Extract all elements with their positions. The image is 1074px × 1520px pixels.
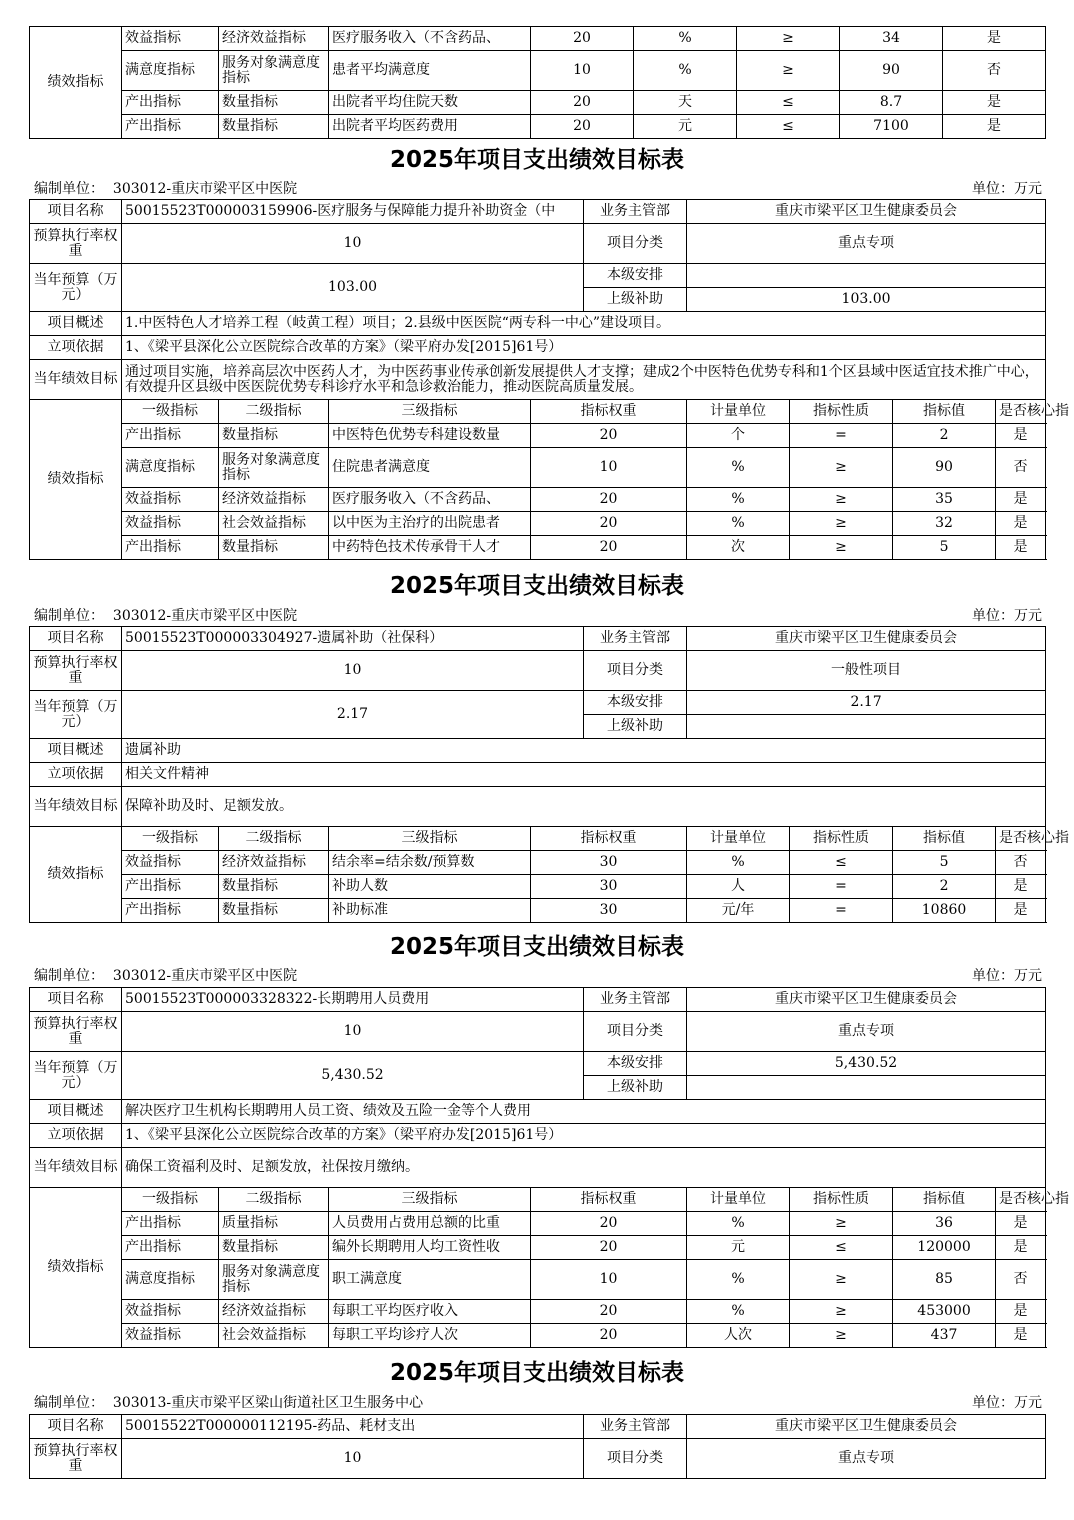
budget-value: 5,430.52 [122, 1052, 584, 1100]
compile-unit: 编制单位： 303012-重庆市梁平区中医院 [34, 608, 298, 624]
value-cell: 8.7 [840, 91, 943, 115]
nature-cell: ≥ [790, 1212, 893, 1236]
l3-cell: 补助标准 [329, 899, 531, 923]
budget-value: 2.17 [122, 691, 584, 739]
core-cell: 是 [943, 27, 1046, 51]
money-unit: 单位：万元 [972, 1395, 1042, 1411]
section-title: 2025年项目支出绩效目标表 [389, 573, 684, 599]
l1-cell: 产出指标 [122, 424, 219, 448]
l2-cell: 经济效益指标 [219, 851, 329, 875]
category-label: 项目分类 [584, 1012, 687, 1052]
weight-label: 预算执行率权重 [30, 1439, 122, 1479]
nature-cell: ≤ [737, 91, 840, 115]
l3-cell: 出院者平均医药费用 [329, 115, 531, 139]
weight-value: 10 [122, 1012, 584, 1052]
weight-cell: 30 [531, 899, 687, 923]
core-cell: 是 [996, 1324, 1046, 1348]
l1-cell: 产出指标 [122, 899, 219, 923]
nature-cell: ≥ [790, 1300, 893, 1324]
l2-cell: 数量指标 [219, 424, 329, 448]
header-l2: 二级指标 [219, 400, 329, 424]
dept-label: 业务主管部 [584, 627, 687, 651]
header-core: 是否核心指 [996, 1188, 1046, 1212]
l1-cell: 效益指标 [122, 1300, 219, 1324]
upper-value [687, 715, 1046, 739]
nature-cell: ≥ [737, 51, 840, 91]
value-cell: 2 [893, 424, 996, 448]
nature-cell: ≥ [790, 512, 893, 536]
basis-label: 立项依据 [30, 763, 122, 787]
perf-label: 绩效指标 [30, 27, 122, 139]
value-cell: 36 [893, 1212, 996, 1236]
basis-value: 1、《梁平县深化公立医院综合改革的方案》（梁平府办发[2015]61号） [122, 1124, 1046, 1148]
l2-cell: 社会效益指标 [219, 1324, 329, 1348]
l2-cell: 经济效益指标 [219, 1300, 329, 1324]
dept-value: 重庆市梁平区卫生健康委员会 [687, 627, 1046, 651]
project-table [29, 987, 1070, 1348]
nature-cell: ≥ [790, 488, 893, 512]
project-name-label: 项目名称 [30, 200, 122, 224]
l3-cell: 结余率=结余数/预算数 [329, 851, 531, 875]
weight-cell: 30 [531, 851, 687, 875]
category-label: 项目分类 [584, 224, 687, 264]
project-name-value: 50015523T000003159906-医疗服务与保障能力提升补助资金（中 [122, 200, 584, 224]
l3-cell: 中药特色技术传承骨干人才 [329, 536, 531, 560]
core-cell: 是 [996, 1212, 1046, 1236]
perf-label: 绩效指标 [30, 827, 122, 923]
project-name-label: 项目名称 [30, 1415, 122, 1439]
core-cell: 是 [996, 488, 1046, 512]
l2-cell: 社会效益指标 [219, 512, 329, 536]
value-cell: 5 [893, 851, 996, 875]
compile-unit: 编制单位： 303012-重庆市梁平区中医院 [34, 968, 298, 984]
weight-cell: 20 [531, 27, 634, 51]
nature-cell: ≥ [737, 27, 840, 51]
overview-label: 项目概述 [30, 739, 122, 763]
value-cell: 85 [893, 1260, 996, 1300]
unit-cell: 人 [687, 875, 790, 899]
dept-value: 重庆市梁平区卫生健康委员会 [687, 988, 1046, 1012]
l1-cell: 产出指标 [122, 1236, 219, 1260]
goal-label: 当年绩效目标 [30, 360, 122, 400]
header-nature: 指标性质 [790, 400, 893, 424]
unit-cell: 天 [634, 91, 737, 115]
nature-cell: ≥ [790, 448, 893, 488]
category-label: 项目分类 [584, 651, 687, 691]
basis-value: 1、《梁平县深化公立医院综合改革的方案》（梁平府办发[2015]61号） [122, 336, 1046, 360]
top-indicator-table [29, 26, 1046, 139]
core-cell: 是 [996, 512, 1046, 536]
goal-value: 通过项目实施，培养高层次中医药人才，为中医药事业传承创新发展提供人才支撑；建成2个中医特色优势专科和1个区县域中医适宜技术推广中心，有效提升区县级中医医院优势专科诊疗水平和急诊救治能力，推动医院高质量发展。 [122, 360, 1046, 400]
l3-cell: 每职工平均医疗收入 [329, 1300, 531, 1324]
weight-cell: 10 [531, 1260, 687, 1300]
l2-cell: 数量指标 [219, 1236, 329, 1260]
header-weight: 指标权重 [531, 827, 687, 851]
l1-cell: 满意度指标 [122, 51, 219, 91]
upper-label: 上级补助 [584, 288, 687, 312]
l1-cell: 产出指标 [122, 875, 219, 899]
core-cell: 是 [996, 1300, 1046, 1324]
l1-cell: 产出指标 [122, 115, 219, 139]
weight-value: 10 [122, 224, 584, 264]
upper-value: 103.00 [687, 288, 1046, 312]
nature-cell: ≥ [790, 1260, 893, 1300]
weight-label: 预算执行率权重 [30, 651, 122, 691]
local-value [687, 264, 1046, 288]
core-cell: 否 [996, 1260, 1046, 1300]
local-label: 本级安排 [584, 264, 687, 288]
category-value: 重点专项 [687, 1012, 1046, 1052]
unit-cell: 次 [687, 536, 790, 560]
dept-value: 重庆市梁平区卫生健康委员会 [687, 200, 1046, 224]
goal-value: 保障补助及时、足额发放。 [122, 787, 1046, 827]
l3-cell: 出院者平均住院天数 [329, 91, 531, 115]
header-l1: 一级指标 [122, 1188, 219, 1212]
overview-label: 项目概述 [30, 312, 122, 336]
basis-label: 立项依据 [30, 1124, 122, 1148]
goal-label: 当年绩效目标 [30, 787, 122, 827]
header-weight: 指标权重 [531, 400, 687, 424]
perf-label: 绩效指标 [30, 400, 122, 560]
header-nature: 指标性质 [790, 827, 893, 851]
l2-cell: 服务对象满意度指标 [219, 448, 329, 488]
project-name-value: 50015523T000003328322-长期聘用人员费用 [122, 988, 584, 1012]
l2-cell: 经济效益指标 [219, 27, 329, 51]
weight-label: 预算执行率权重 [30, 1012, 122, 1052]
category-value: 重点专项 [687, 1439, 1046, 1479]
weight-cell: 20 [531, 1300, 687, 1324]
nature-cell: ≥ [790, 1324, 893, 1348]
core-cell: 是 [996, 424, 1046, 448]
upper-label: 上级补助 [584, 1076, 687, 1100]
overview-value: 1.中医特色人才培养工程（岐黄工程）项目；2.县级中医医院“两专科一中心”建设项目。 [122, 312, 1046, 336]
budget-label: 当年预算（万元） [30, 1052, 122, 1100]
header-value: 指标值 [893, 827, 996, 851]
weight-cell: 20 [531, 91, 634, 115]
header-weight: 指标权重 [531, 1188, 687, 1212]
l2-cell: 服务对象满意度指标 [219, 51, 329, 91]
l2-cell: 服务对象满意度指标 [219, 1260, 329, 1300]
unit-cell: 元 [687, 1236, 790, 1260]
dept-label: 业务主管部 [584, 1415, 687, 1439]
core-cell: 否 [996, 448, 1046, 488]
weight-cell: 20 [531, 1324, 687, 1348]
unit-cell: 元 [634, 115, 737, 139]
core-cell: 是 [943, 115, 1046, 139]
l3-cell: 补助人数 [329, 875, 531, 899]
header-l2: 二级指标 [219, 1188, 329, 1212]
unit-cell: % [687, 1300, 790, 1324]
core-cell: 否 [996, 851, 1046, 875]
l1-cell: 效益指标 [122, 851, 219, 875]
value-cell: 10860 [893, 899, 996, 923]
weight-value: 10 [122, 1439, 584, 1479]
basis-label: 立项依据 [30, 336, 122, 360]
dept-value: 重庆市梁平区卫生健康委员会 [687, 1415, 1046, 1439]
unit-cell: % [687, 1212, 790, 1236]
value-cell: 2 [893, 875, 996, 899]
header-l1: 一级指标 [122, 400, 219, 424]
compile-unit: 编制单位： 303013-重庆市梁平区梁山街道社区卫生服务中心 [34, 1395, 424, 1411]
value-cell: 34 [840, 27, 943, 51]
l2-cell: 数量指标 [219, 875, 329, 899]
nature-cell: = [790, 424, 893, 448]
unit-cell: % [687, 1260, 790, 1300]
l3-cell: 以中医为主治疗的出院患者 [329, 512, 531, 536]
unit-cell: % [634, 51, 737, 91]
header-unit: 计量单位 [687, 400, 790, 424]
l1-cell: 效益指标 [122, 1324, 219, 1348]
project-name-label: 项目名称 [30, 988, 122, 1012]
nature-cell: = [790, 899, 893, 923]
nature-cell: = [790, 875, 893, 899]
local-label: 本级安排 [584, 691, 687, 715]
nature-cell: ≤ [737, 115, 840, 139]
core-cell: 是 [996, 875, 1046, 899]
value-cell: 90 [893, 448, 996, 488]
goal-value: 确保工资福利及时、足额发放，社保按月缴纳。 [122, 1148, 1046, 1188]
core-cell: 是 [996, 899, 1046, 923]
header-l3: 三级指标 [329, 827, 531, 851]
l3-cell: 住院患者满意度 [329, 448, 531, 488]
unit-cell: % [634, 27, 737, 51]
header-unit: 计量单位 [687, 1188, 790, 1212]
header-nature: 指标性质 [790, 1188, 893, 1212]
weight-label: 预算执行率权重 [30, 224, 122, 264]
overview-value: 解决医疗卫生机构长期聘用人员工资、绩效及五险一金等个人费用 [122, 1100, 1046, 1124]
header-value: 指标值 [893, 400, 996, 424]
l1-cell: 满意度指标 [122, 1260, 219, 1300]
compile-unit: 编制单位： 303012-重庆市梁平区中医院 [34, 181, 298, 197]
section-title: 2025年项目支出绩效目标表 [389, 147, 684, 173]
weight-cell: 20 [531, 1212, 687, 1236]
l3-cell: 医疗服务收入（不含药品、 [329, 27, 531, 51]
header-core: 是否核心指 [996, 827, 1046, 851]
money-unit: 单位：万元 [972, 968, 1042, 984]
unit-cell: % [687, 448, 790, 488]
unit-cell: % [687, 512, 790, 536]
money-unit: 单位：万元 [972, 181, 1042, 197]
unit-cell: 元/年 [687, 899, 790, 923]
l1-cell: 产出指标 [122, 536, 219, 560]
nature-cell: ≥ [790, 536, 893, 560]
value-cell: 7100 [840, 115, 943, 139]
l2-cell: 数量指标 [219, 115, 329, 139]
l2-cell: 质量指标 [219, 1212, 329, 1236]
value-cell: 437 [893, 1324, 996, 1348]
weight-cell: 20 [531, 424, 687, 448]
l1-cell: 满意度指标 [122, 448, 219, 488]
value-cell: 90 [840, 51, 943, 91]
upper-value [687, 1076, 1046, 1100]
value-cell: 5 [893, 536, 996, 560]
weight-cell: 20 [531, 488, 687, 512]
header-value: 指标值 [893, 1188, 996, 1212]
header-unit: 计量单位 [687, 827, 790, 851]
unit-cell: % [687, 851, 790, 875]
l2-cell: 经济效益指标 [219, 488, 329, 512]
l1-cell: 效益指标 [122, 27, 219, 51]
core-cell: 否 [943, 51, 1046, 91]
l3-cell: 人员费用占费用总额的比重 [329, 1212, 531, 1236]
weight-cell: 20 [531, 536, 687, 560]
budget-label: 当年预算（万元） [30, 264, 122, 312]
category-label: 项目分类 [584, 1439, 687, 1479]
value-cell: 453000 [893, 1300, 996, 1324]
unit-cell: % [687, 488, 790, 512]
weight-cell: 20 [531, 115, 634, 139]
weight-cell: 10 [531, 51, 634, 91]
l3-cell: 职工满意度 [329, 1260, 531, 1300]
local-value: 5,430.52 [687, 1052, 1046, 1076]
project-table [29, 199, 1070, 560]
l2-cell: 数量指标 [219, 91, 329, 115]
project-name-label: 项目名称 [30, 627, 122, 651]
header-l3: 三级指标 [329, 1188, 531, 1212]
l1-cell: 效益指标 [122, 512, 219, 536]
l2-cell: 数量指标 [219, 899, 329, 923]
weight-cell: 10 [531, 448, 687, 488]
nature-cell: ≤ [790, 851, 893, 875]
weight-cell: 20 [531, 1236, 687, 1260]
section-title: 2025年项目支出绩效目标表 [389, 934, 684, 960]
section-title: 2025年项目支出绩效目标表 [389, 1360, 684, 1386]
project-table [29, 1414, 1046, 1479]
overview-value: 遗属补助 [122, 739, 1046, 763]
core-cell: 是 [996, 536, 1046, 560]
header-l2: 二级指标 [219, 827, 329, 851]
l2-cell: 数量指标 [219, 536, 329, 560]
core-cell: 是 [996, 1236, 1046, 1260]
value-cell: 120000 [893, 1236, 996, 1260]
value-cell: 32 [893, 512, 996, 536]
l1-cell: 产出指标 [122, 1212, 219, 1236]
weight-cell: 20 [531, 512, 687, 536]
budget-label: 当年预算（万元） [30, 691, 122, 739]
weight-cell: 30 [531, 875, 687, 899]
core-cell: 是 [943, 91, 1046, 115]
dept-label: 业务主管部 [584, 200, 687, 224]
goal-label: 当年绩效目标 [30, 1148, 122, 1188]
header-l1: 一级指标 [122, 827, 219, 851]
value-cell: 35 [893, 488, 996, 512]
local-label: 本级安排 [584, 1052, 687, 1076]
money-unit: 单位：万元 [972, 608, 1042, 624]
l3-cell: 医疗服务收入（不含药品、 [329, 488, 531, 512]
l3-cell: 中医特色优势专科建设数量 [329, 424, 531, 448]
unit-cell: 人次 [687, 1324, 790, 1348]
basis-value: 相关文件精神 [122, 763, 1046, 787]
l3-cell: 每职工平均诊疗人次 [329, 1324, 531, 1348]
l1-cell: 产出指标 [122, 91, 219, 115]
upper-label: 上级补助 [584, 715, 687, 739]
project-name-value: 50015522T000000112195-药品、耗材支出 [122, 1415, 584, 1439]
l1-cell: 效益指标 [122, 488, 219, 512]
weight-value: 10 [122, 651, 584, 691]
project-table [29, 626, 1070, 923]
header-l3: 三级指标 [329, 400, 531, 424]
category-value: 重点专项 [687, 224, 1046, 264]
nature-cell: ≤ [790, 1236, 893, 1260]
l3-cell: 编外长期聘用人均工资性收 [329, 1236, 531, 1260]
dept-label: 业务主管部 [584, 988, 687, 1012]
project-name-value: 50015523T000003304927-遗属补助（社保科） [122, 627, 584, 651]
category-value: 一般性项目 [687, 651, 1046, 691]
overview-label: 项目概述 [30, 1100, 122, 1124]
local-value: 2.17 [687, 691, 1046, 715]
l3-cell: 患者平均满意度 [329, 51, 531, 91]
header-core: 是否核心指 [996, 400, 1046, 424]
unit-cell: 个 [687, 424, 790, 448]
budget-value: 103.00 [122, 264, 584, 312]
perf-label: 绩效指标 [30, 1188, 122, 1348]
